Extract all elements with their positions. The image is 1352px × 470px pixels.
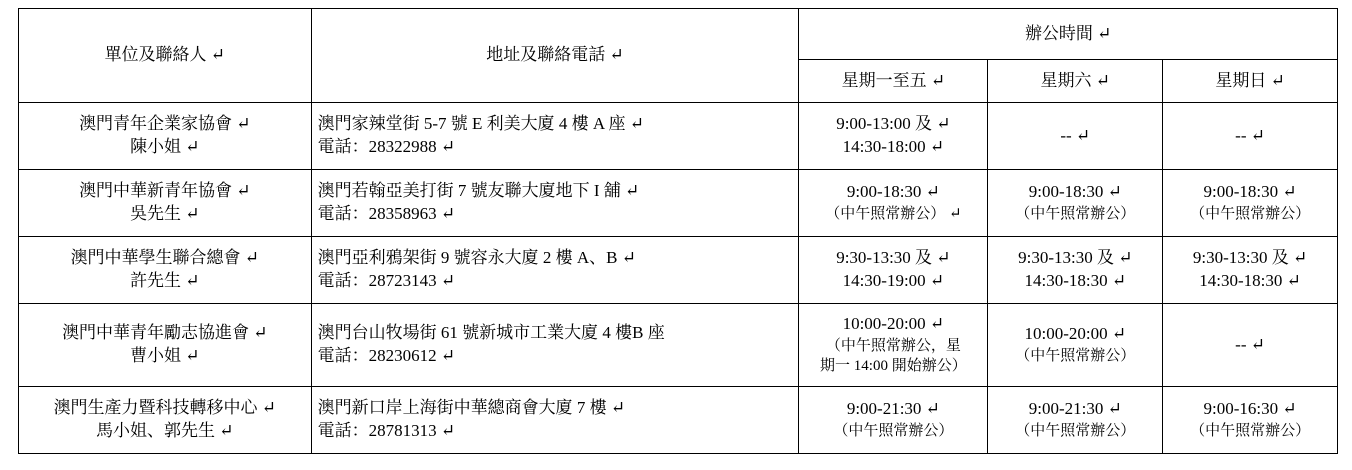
cell-weekday xyxy=(799,304,988,387)
hours-line: 9:00-13:00 及 ↵ xyxy=(836,114,951,134)
table-row xyxy=(19,304,1338,387)
hours-line: 9:30-13:30 及 ↵ xyxy=(1018,248,1133,268)
unit-line: 澳門中華學生聯合總會 ↵ xyxy=(70,248,260,268)
phone-line: 電話：28781313 ↵ xyxy=(317,421,456,440)
unit-line: 澳門生產力暨科技轉移中心 ↵ xyxy=(53,398,277,418)
hours-line: 14:30-18:00 ↵ xyxy=(842,137,945,156)
cell-address xyxy=(311,237,799,304)
table-row xyxy=(19,170,1338,237)
header-office-hours: 辦公時間 ↵ xyxy=(799,9,1338,60)
hours-line: 9:30-13:30 及 ↵ xyxy=(1192,248,1308,268)
hours-note: （中午照常辦公） xyxy=(1015,206,1136,223)
hours-line: 14:30-19:00 ↵ xyxy=(842,271,945,290)
hours-line: -- ↵ xyxy=(1235,125,1265,145)
cell-sunday xyxy=(1163,170,1338,237)
header-address: 地址及聯絡電話 ↵ xyxy=(311,9,799,103)
hours-line: 10:00-20:00 ↵ xyxy=(842,314,945,334)
unit-line: 曹小姐 ↵ xyxy=(130,346,200,365)
cell-sunday xyxy=(1163,387,1338,454)
cell-unit xyxy=(19,237,312,304)
cell-unit xyxy=(19,387,312,454)
phone-line: 電話：28322988 ↵ xyxy=(317,137,456,156)
office-hours-table xyxy=(18,8,1338,454)
hours-note: （中午照常辦公） xyxy=(1190,423,1311,440)
unit-line: 陳小姐 ↵ xyxy=(130,137,200,156)
hours-note: 期一 14:00 開始辦公） xyxy=(820,358,967,375)
hours-note: （中午照常辦公，星 xyxy=(825,338,961,355)
hours-note: （中午照常辦公） xyxy=(1190,206,1311,223)
table-header xyxy=(19,9,1338,103)
cell-saturday xyxy=(988,103,1163,170)
header-sunday: 星期日 ↵ xyxy=(1163,60,1338,103)
table-row xyxy=(19,103,1338,170)
hours-line: -- ↵ xyxy=(1060,125,1091,145)
address-line: 澳門家辣堂街 5-7 號 E 利美大廈 4 樓 A 座 ↵ xyxy=(317,114,645,134)
address-line: 澳門新口岸上海街中華總商會大廈 7 樓 ↵ xyxy=(317,398,626,418)
hours-line: 14:30-18:30 ↵ xyxy=(1024,271,1127,290)
header-unit: 單位及聯絡人 ↵ xyxy=(19,9,312,103)
hours-note: （中午照常辦公） xyxy=(1015,348,1136,365)
phone-line: 電話：28358963 ↵ xyxy=(317,204,456,223)
cell-address xyxy=(311,170,799,237)
unit-line: 澳門青年企業家協會 ↵ xyxy=(79,114,251,134)
unit-line: 澳門中華青年勵志協進會 ↵ xyxy=(62,323,268,343)
hours-line: -- ↵ xyxy=(1235,334,1265,354)
cell-weekday xyxy=(799,103,988,170)
cell-saturday xyxy=(988,237,1163,304)
cell-weekday xyxy=(799,170,988,237)
cell-address xyxy=(311,304,799,387)
address-line: 澳門若翰亞美打街 7 號友聯大廈地下 I 舖 ↵ xyxy=(317,181,640,201)
hours-line: 10:00-20:00 ↵ xyxy=(1024,324,1127,344)
cell-saturday xyxy=(988,304,1163,387)
address-line: 澳門台山牧場街 61 號新城市工業大廈 4 樓B 座 xyxy=(317,323,665,343)
unit-line: 澳門中華新青年協會 ↵ xyxy=(79,181,251,201)
cell-sunday xyxy=(1163,103,1338,170)
cell-saturday xyxy=(988,170,1163,237)
table-body xyxy=(19,103,1338,454)
cell-weekday xyxy=(799,237,988,304)
header-saturday: 星期六 ↵ xyxy=(988,60,1163,103)
cell-sunday xyxy=(1163,237,1338,304)
hours-line: 14:30-18:30 ↵ xyxy=(1199,271,1301,290)
phone-line: 電話：28230612 ↵ xyxy=(317,346,456,365)
address-line: 澳門亞利鴉架街 9 號容永大廈 2 樓 A、B ↵ xyxy=(317,248,636,268)
cell-address xyxy=(311,103,799,170)
hours-line: 9:00-16:30 ↵ xyxy=(1203,399,1297,419)
table-row xyxy=(19,237,1338,304)
unit-line: 吳先生 ↵ xyxy=(130,204,200,223)
cell-saturday xyxy=(988,387,1163,454)
unit-line: 許先生 ↵ xyxy=(130,271,200,290)
cell-weekday xyxy=(799,387,988,454)
cell-unit xyxy=(19,170,312,237)
cell-unit xyxy=(19,103,312,170)
hours-note: （中午照常辦公） ↵ xyxy=(825,206,962,223)
hours-line: 9:00-21:30 ↵ xyxy=(1028,399,1122,419)
cell-address xyxy=(311,387,799,454)
hours-note: （中午照常辦公） xyxy=(833,423,954,440)
hours-line: 9:00-18:30 ↵ xyxy=(1203,182,1297,202)
table-header-row-1 xyxy=(19,9,1338,60)
hours-note: （中午照常辦公） xyxy=(1015,423,1136,440)
hours-line: 9:00-21:30 ↵ xyxy=(846,399,940,419)
cell-unit xyxy=(19,304,312,387)
header-weekday: 星期一至五 ↵ xyxy=(799,60,988,103)
cell-sunday xyxy=(1163,304,1338,387)
hours-line: 9:00-18:30 ↵ xyxy=(846,182,940,202)
hours-line: 9:00-18:30 ↵ xyxy=(1028,182,1122,202)
hours-line: 9:30-13:30 及 ↵ xyxy=(836,248,951,268)
unit-line: 馬小姐、郭先生 ↵ xyxy=(96,421,234,440)
table-row xyxy=(19,387,1338,454)
phone-line: 電話：28723143 ↵ xyxy=(317,271,456,290)
